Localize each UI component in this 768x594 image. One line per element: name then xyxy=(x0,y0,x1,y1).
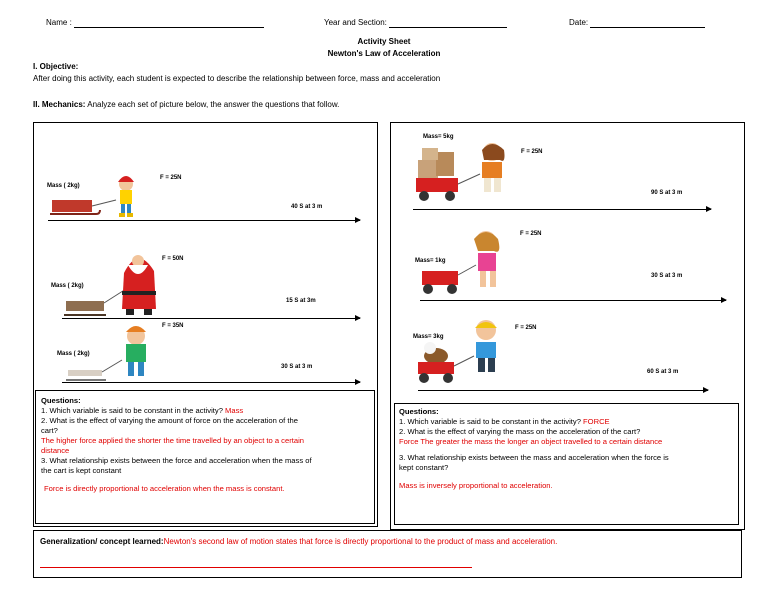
left-row3-force: F = 35N xyxy=(162,323,184,329)
left-a1: Mass xyxy=(225,406,244,415)
left-row3-time: 30 S at 3 m xyxy=(281,364,313,370)
boy-sled-figure xyxy=(66,322,162,384)
right-row1-time: 90 S at 3 m xyxy=(651,190,683,196)
left-row1-mass: Mass ( 2kg) xyxy=(47,183,80,189)
right-questions-title: Questions: xyxy=(399,407,439,416)
right-row2-force: F = 25N xyxy=(520,231,542,237)
generalization-answer-line[interactable] xyxy=(40,567,472,568)
right-q1: 1. Which variable is said to be constant in the activity? xyxy=(399,417,581,426)
mechanics-line xyxy=(33,100,339,110)
left-q2b: cart? xyxy=(41,426,58,435)
girl-wagon-boxes-figure xyxy=(416,138,516,208)
boy-wagon-dog-figure xyxy=(416,316,512,386)
objective-heading: I. Objective: xyxy=(33,62,79,71)
title-line1: Activity Sheet xyxy=(357,37,411,46)
left-row1-force: F = 25N xyxy=(160,175,182,181)
left-row3-mass: Mass ( 2kg) xyxy=(57,351,90,357)
left-row2-time: 15 S at 3m xyxy=(286,298,316,304)
right-row3-arrow xyxy=(418,390,708,391)
right-row1-force: F = 25N xyxy=(521,149,543,155)
left-a2a: The higher force applied the shorter the time travelled by an object to a certain xyxy=(41,436,304,445)
right-q3a: 3. What relationship exists between the mass and acceleration when the force is xyxy=(399,453,669,462)
section-field[interactable] xyxy=(324,18,507,28)
right-q2: 2. What is the effect of varying the mass on the acceleration of the cart? xyxy=(399,427,641,436)
left-q3b: the cart is kept constant xyxy=(41,466,122,475)
objective-text: After doing this activity, each student is expected to describe the relationship between force, mass and acceleration xyxy=(33,74,441,83)
section-label: Year and Section: xyxy=(324,18,387,27)
right-row3-time: 60 S at 3 m xyxy=(647,369,679,375)
left-q3a: 3. What relationship exists between the force and acceleration when the mass of xyxy=(41,456,312,465)
right-row1-arrow xyxy=(413,209,711,210)
girl-sled-figure xyxy=(50,170,160,222)
left-q1: 1. Which variable is said to be constant in the activity? xyxy=(41,406,223,415)
right-q1-line xyxy=(399,417,669,427)
mechanics-heading: II. Mechanics: xyxy=(33,100,86,109)
right-row2-arrow xyxy=(420,300,726,301)
right-a1: FORCE xyxy=(583,417,610,426)
girl-wagon-empty-figure xyxy=(420,225,516,299)
left-row2-force: F = 50N xyxy=(162,256,184,262)
date-field[interactable] xyxy=(569,18,705,28)
name-field[interactable] xyxy=(46,18,264,28)
generalization-line xyxy=(40,537,557,547)
left-row1-time: 40 S at 3 m xyxy=(291,204,323,210)
left-questions-title: Questions: xyxy=(41,396,81,405)
left-q2a: 2. What is the effect of varying the amount of force on the acceleration of the xyxy=(41,416,298,425)
date-blank[interactable] xyxy=(590,18,705,28)
left-row2-mass: Mass ( 2kg) xyxy=(51,283,84,289)
generalization-text: Newton's second law of motion states that force is directly proportional to the product of mass and acceleration. xyxy=(163,537,558,546)
right-row2-mass: Mass= 1kg xyxy=(415,258,446,264)
name-label: Name : xyxy=(46,18,72,27)
santa-sled-figure xyxy=(64,245,174,321)
right-row2-time: 30 S at 3 m xyxy=(651,273,683,279)
right-row3-force: F = 25N xyxy=(515,325,537,331)
left-a2b: distance xyxy=(41,446,70,455)
mechanics-text: Analyze each set of picture below, the answer the questions that follow. xyxy=(87,100,340,109)
right-q3b: kept constant? xyxy=(399,463,449,472)
left-a3: Force is directly proportional to acceleration when the mass is constant. xyxy=(44,484,285,493)
section-blank[interactable] xyxy=(389,18,507,28)
title-line2: Newton's Law of Acceleration xyxy=(327,49,441,58)
generalization-label: Generalization/ concept learned: xyxy=(40,537,164,546)
right-a2: Force The greater the mass the longer an object travelled to a certain distance xyxy=(399,437,663,446)
right-questions xyxy=(399,407,669,491)
name-blank[interactable] xyxy=(74,18,264,28)
left-q1-line xyxy=(41,406,312,416)
right-row1-mass: Mass= 5kg xyxy=(423,134,454,140)
right-a3: Mass is inversely proportional to acceleration. xyxy=(399,481,553,490)
right-row3-mass: Mass= 3kg xyxy=(413,334,444,340)
date-label: Date: xyxy=(569,18,589,27)
left-questions xyxy=(41,396,312,494)
